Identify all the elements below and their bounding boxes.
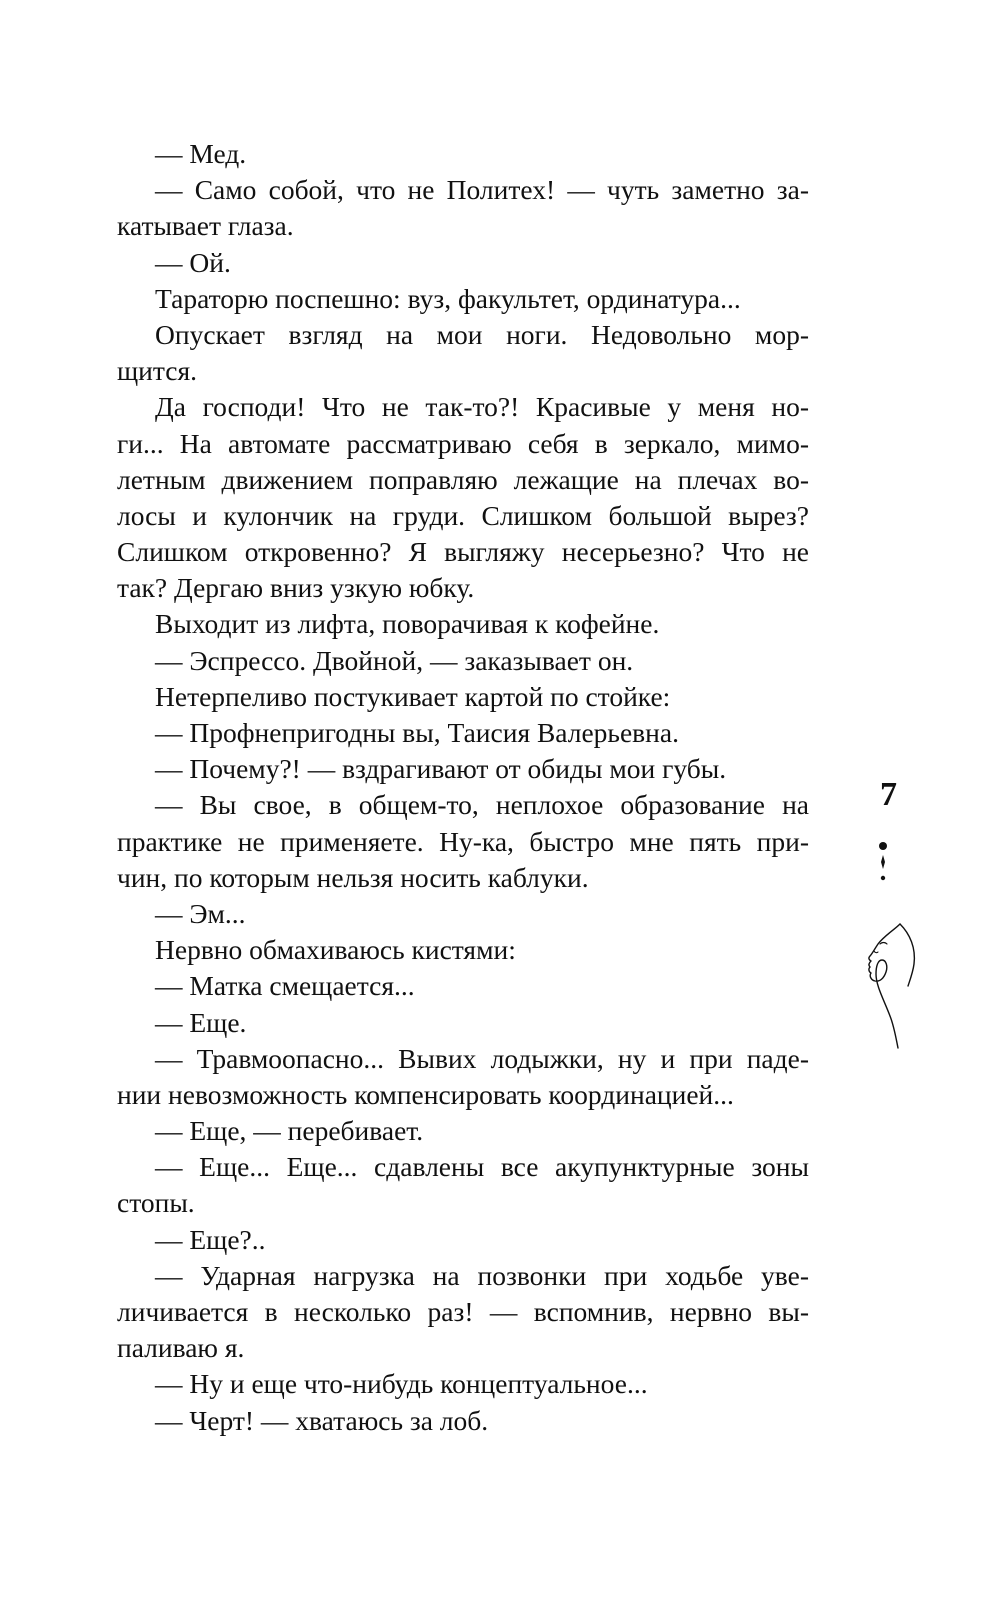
text-line: Нервно обмахиваюсь кистями: [155,934,516,966]
face-line-art-icon [838,920,918,1050]
text-line: — Мед. [155,138,247,169]
text-line: — Эм... [155,897,246,929]
text-line: нии невозможность компенсировать координацией... [117,1078,734,1110]
text-line: лосы и кулончик на груди. Слишком большой вырез? [117,499,809,531]
body-text [117,136,809,1439]
text-line: — Ударная нагрузка на позвонки при ходьбе уве- [155,1259,809,1291]
text-line: Опускает взгляд на мои ноги. Недовольно мор- [155,318,809,350]
text-line: — Вы свое, в общем-то, неплохое образование на [155,789,809,821]
text-line: паливаю я. [117,1332,245,1364]
text-line: щится. [117,355,197,387]
text-line: — Травмоопасно... Вывих лодыжки, ну и при паде- [155,1042,809,1074]
text-line: так? Дергаю вниз узкую юбку. [117,572,475,604]
dots-ornament-icon [868,838,898,888]
text-line: — Ой. [155,246,231,278]
text-line: — Еще?.. [155,1223,266,1255]
text-line: чин, по которым нельзя носить каблуки. [117,861,589,893]
text-line: Тараторю поспешно: вуз, факультет, ординатура... [155,282,741,314]
text-line: Слишком откровенно? Я выгляжу несерьезно? Что не [117,536,809,568]
text-line: — Еще... Еще... сдавлены все акупунктурные зоны [155,1151,809,1183]
text-line: — Ну и еще что-нибудь концептуальное... [155,1368,648,1400]
text-line: — Матка смещается... [155,970,415,1002]
page-number: 7 [880,776,897,813]
text-line: — Само собой, что не Политех! — чуть заметно за- [155,174,809,206]
text-line: Выходит из лифта, поворачивая к кофейне. [155,608,660,640]
text-line: катывает глаза. [117,210,294,242]
text-line: личивается в несколько раз! — вспомнив, нервно вы- [117,1296,809,1327]
text-line: — Эспрессо. Двойной, — заказывает он. [155,644,634,676]
text-line: Да господи! Что не так-то?! Красивые у меня но- [155,391,809,423]
text-line: — Еще, — перебивает. [155,1115,424,1147]
text-line: практике не применяете. Ну-ка, быстро мне пять при- [117,825,809,857]
text-line: летным движением поправляю лежащие на плечах во- [117,463,809,495]
text-line: ги... На автомате рассматриваю себя в зеркало, мимо- [117,427,809,459]
text-line: — Еще. [155,1006,247,1038]
text-line: — Профнепригодны вы, Таисия Валерьевна. [155,717,679,748]
text-line: — Черт! — хватаюсь за лоб. [155,1404,489,1436]
text-line: стопы. [117,1187,195,1219]
text-line: Нетерпеливо постукивает картой по стойке: [155,680,671,712]
text-line: — Почему?! — вздрагивают от обиды мои губы. [155,753,727,785]
